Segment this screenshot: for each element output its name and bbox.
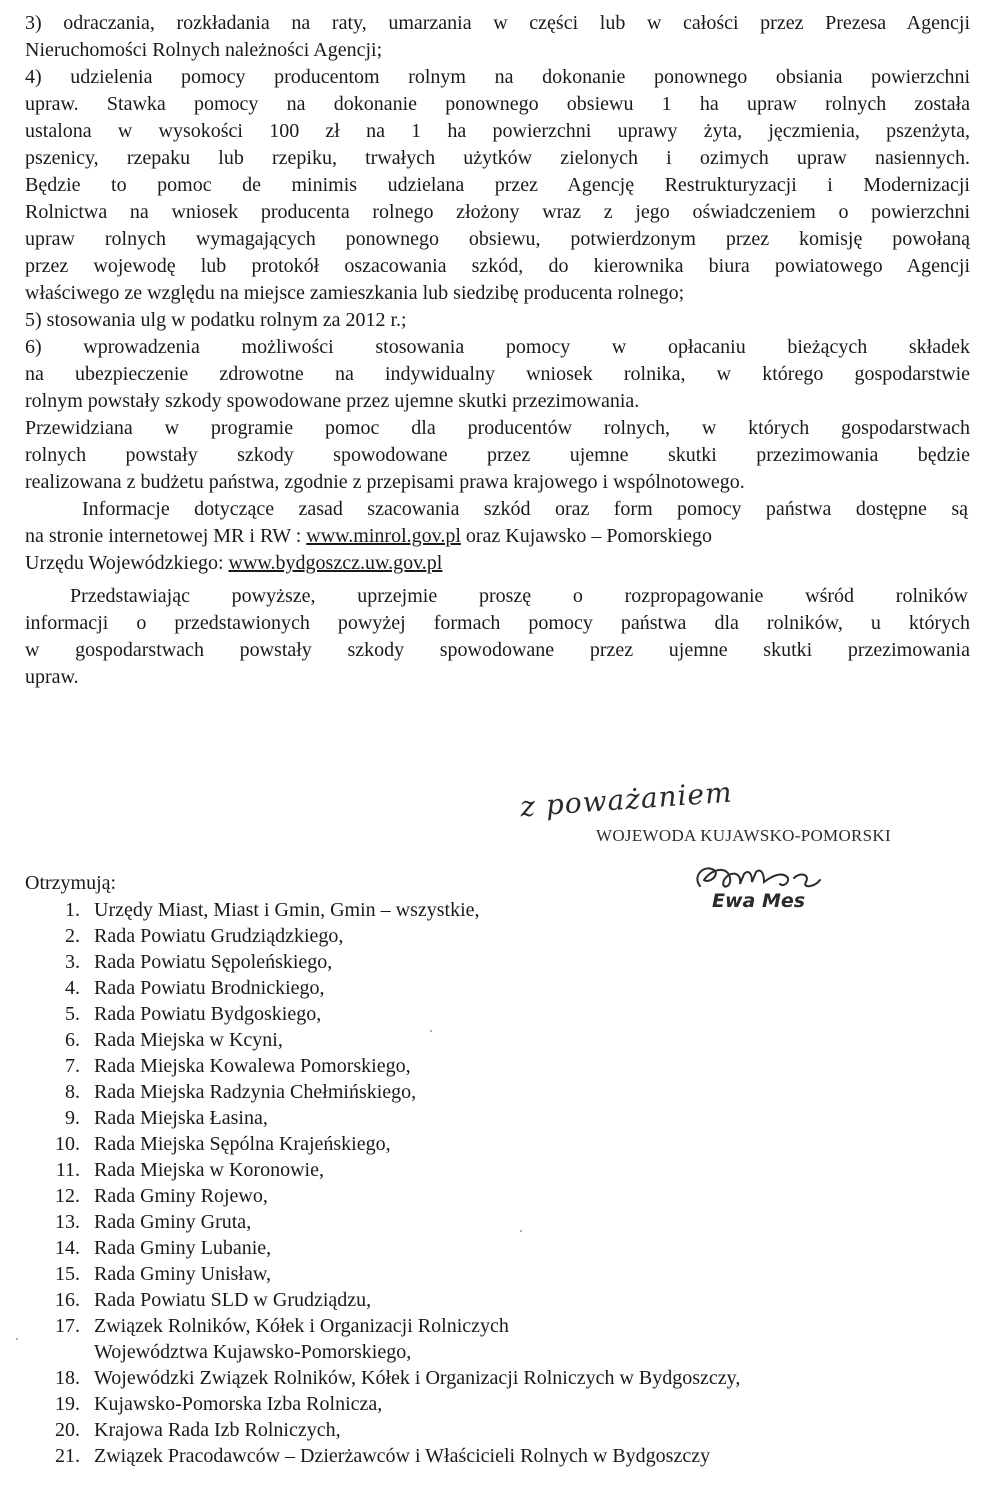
recipient-number: 13. xyxy=(55,1211,80,1233)
recipient-item xyxy=(40,1027,283,1053)
recipient-text: Rada Miejska w Kcyni, xyxy=(94,1029,283,1051)
body-line: Rolnictwa na wniosek producenta rolnego złożony wraz z jego oświadczeniem o powierzchni xyxy=(25,201,970,223)
recipient-text: Kujawsko-Pomorska Izba Rolnicza, xyxy=(94,1393,383,1415)
body-line: upraw rolnych wymagających ponownego obsiewu, potwierdzonym przez komisję powołaną xyxy=(25,228,970,250)
recipient-text: Rada Powiatu SLD w Grudziądzu, xyxy=(94,1289,372,1311)
body-line: 5) stosowania ulg w podatku rolnym za 2012 r.; xyxy=(25,309,407,331)
recipient-text: Rada Gminy Unisław, xyxy=(94,1263,272,1285)
recipient-item xyxy=(40,1105,268,1131)
recipient-text: Rada Gminy Lubanie, xyxy=(94,1237,272,1259)
minrol-link[interactable]: www.minrol.gov.pl xyxy=(306,525,461,547)
recipient-item xyxy=(40,1235,271,1261)
body-line: rolnych powstały szkody spowodowane przez ujemne skutki przezimowania będzie xyxy=(25,444,970,466)
recipient-number: 20. xyxy=(55,1419,80,1441)
recipient-item xyxy=(40,949,332,975)
recipient-number: 19. xyxy=(55,1393,80,1415)
recipient-text: Rada Powiatu Grudziądzkiego, xyxy=(94,925,344,947)
closing-line: w gospodarstwach powstały szkody spowodowane przez ujemne skutki przezimowania xyxy=(25,639,970,661)
signature-greeting: z poważaniem xyxy=(519,775,734,824)
recipient-item xyxy=(40,897,480,923)
closing-line: upraw. xyxy=(25,666,79,688)
recipient-number: 17. xyxy=(55,1315,80,1337)
recipient-text: Urzędy Miast, Miast i Gmin, Gmin – wszystkie, xyxy=(94,899,480,921)
recipient-number: 16. xyxy=(55,1289,80,1311)
body-line: 6) wprowadzenia możliwości stosowania pomocy w opłacaniu bieżących składek xyxy=(25,336,970,358)
body-line: przez wojewodę lub protokół oszacowania szkód, do kierownika biura powiatowego Agencji xyxy=(25,255,970,277)
recipient-text: Rada Miejska Sępólna Krajeńskiego, xyxy=(94,1133,391,1155)
info-text: Urzędu Wojewódzkiego: xyxy=(25,552,229,574)
body-line: właściwego ze względu na miejsce zamieszkania lub siedzibę producenta rolnego; xyxy=(25,282,685,304)
recipient-number: 4. xyxy=(65,977,80,999)
body-line: Nieruchomości Rolnych należności Agencji; xyxy=(25,39,383,61)
recipient-item xyxy=(40,923,343,949)
recipient-number: 12. xyxy=(55,1185,80,1207)
recipient-item xyxy=(40,1001,321,1027)
scan-speck xyxy=(520,1230,522,1232)
body-line: na ubezpieczenie zdrowotne na indywidualny wniosek rolnika, w którego gospodarstwie xyxy=(25,363,970,385)
body-line: upraw. Stawka pomocy na dokonanie ponownego obsiewu 1 ha upraw rolnych została xyxy=(25,93,970,115)
recipient-number: 14. xyxy=(55,1237,80,1259)
recipient-text: Rada Powiatu Brodnickiego, xyxy=(94,977,325,999)
recipient-number: 1. xyxy=(65,899,80,921)
recipient-text: Związek Pracodawców – Dzierżawców i Właścicieli Rolnych w Bydgoszczy xyxy=(94,1445,711,1467)
recipient-item xyxy=(40,1261,271,1287)
recipients-title: Otrzymują: xyxy=(25,872,117,894)
bydgoszcz-uw-link[interactable]: www.bydgoszcz.uw.gov.pl xyxy=(228,552,443,574)
body-line: 4) udzielenia pomocy producentom rolnym na dokonanie ponownego obsiania powierzchni xyxy=(25,66,970,88)
info-line-uw xyxy=(25,550,970,576)
recipient-item xyxy=(40,1313,509,1339)
recipient-item xyxy=(40,975,325,1001)
recipient-number: 8. xyxy=(65,1081,80,1103)
recipient-number: 9. xyxy=(65,1107,80,1129)
body-line: pszenicy, rzepaku lub rzepiku, trwałych użytków zielonych i ozimych upraw nasiennych. xyxy=(25,147,970,169)
body-line: rolnym powstały szkody spowodowane przez ujemne skutki przezimowania. xyxy=(25,390,640,412)
recipient-number: 6. xyxy=(65,1029,80,1051)
recipient-number: 2. xyxy=(65,925,80,947)
recipient-text: Rada Powiatu Bydgoskiego, xyxy=(94,1003,322,1025)
signature-name: Ewa Mes xyxy=(712,890,806,912)
recipient-number: 3. xyxy=(65,951,80,973)
recipient-text: Wojewódzki Związek Rolników, Kółek i Organizacji Rolniczych w Bydgoszczy, xyxy=(94,1367,741,1389)
body-line: Będzie to pomoc de minimis udzielana przez Agencję Restrukturyzacji i Modernizacji xyxy=(25,174,970,196)
recipient-item xyxy=(40,1417,341,1443)
recipient-text: Związek Rolników, Kółek i Organizacji Rolniczych xyxy=(94,1315,509,1337)
body-line: realizowana z budżetu państwa, zgodnie z przepisami prawa krajowego i wspólnotowego. xyxy=(25,471,745,493)
recipient-item xyxy=(40,1391,382,1417)
recipient-item xyxy=(40,1365,740,1391)
recipient-number: 7. xyxy=(65,1055,80,1077)
recipient-item xyxy=(40,1183,268,1209)
recipient-number: 21. xyxy=(55,1445,80,1467)
recipient-text: Rada Gminy Gruta, xyxy=(94,1211,252,1233)
recipient-text: Rada Miejska Łasina, xyxy=(94,1107,268,1129)
recipient-number: 18. xyxy=(55,1367,80,1389)
recipient-text: Rada Gminy Rojewo, xyxy=(94,1185,268,1207)
recipient-item xyxy=(40,1131,391,1157)
body-line: 3) odraczania, rozkładania na raty, umarzania w części lub w całości przez Prezesa Agencji xyxy=(25,12,970,34)
signature-stamp-title: WOJEWODA KUJAWSKO-POMORSKI xyxy=(596,826,891,845)
closing-line: Przedstawiając powyższe, uprzejmie proszę o rozpropagowanie wśród rolników xyxy=(70,585,968,607)
body-line: Przewidziana w programie pomoc dla producentów rolnych, w których gospodarstwach xyxy=(25,417,970,439)
recipient-item xyxy=(40,1079,416,1105)
info-text: na stronie internetowej MR i RW : xyxy=(25,525,307,547)
recipient-item xyxy=(40,1157,324,1183)
scan-speck xyxy=(16,1338,18,1340)
info-line-minrol xyxy=(25,523,970,549)
recipient-item xyxy=(40,1287,371,1313)
recipient-text: Rada Miejska Radzynia Chełmińskiego, xyxy=(94,1081,417,1103)
recipient-number: 5. xyxy=(65,1003,80,1025)
recipient-text: Krajowa Rada Izb Rolniczych, xyxy=(94,1419,341,1441)
recipient-number: 15. xyxy=(55,1263,80,1285)
scan-speck xyxy=(430,1030,432,1032)
recipient-item-continuation: Województwa Kujawsko-Pomorskiego, xyxy=(94,1341,412,1363)
recipient-text: Rada Powiatu Sępoleńskiego, xyxy=(94,951,333,973)
recipient-item xyxy=(40,1053,411,1079)
info-text: oraz Kujawsko – Pomorskiego xyxy=(460,525,712,547)
body-line: Informacje dotyczące zasad szacowania szkód oraz form pomocy państwa dostępne są xyxy=(82,498,968,520)
recipient-number: 11. xyxy=(55,1159,80,1181)
recipient-text: Rada Miejska w Koronowie, xyxy=(94,1159,324,1181)
body-line: ustalona w wysokości 100 zł na 1 ha powierzchni uprawy żyta, jęczmienia, pszenżyta, xyxy=(25,120,970,142)
recipient-text: Rada Miejska Kowalewa Pomorskiego, xyxy=(94,1055,411,1077)
recipient-item xyxy=(40,1443,710,1469)
recipient-item xyxy=(40,1209,251,1235)
recipient-number: 10. xyxy=(55,1133,80,1155)
closing-line: informacji o przedstawionych powyżej formach pomocy państwa dla rolników, u których xyxy=(25,612,970,634)
